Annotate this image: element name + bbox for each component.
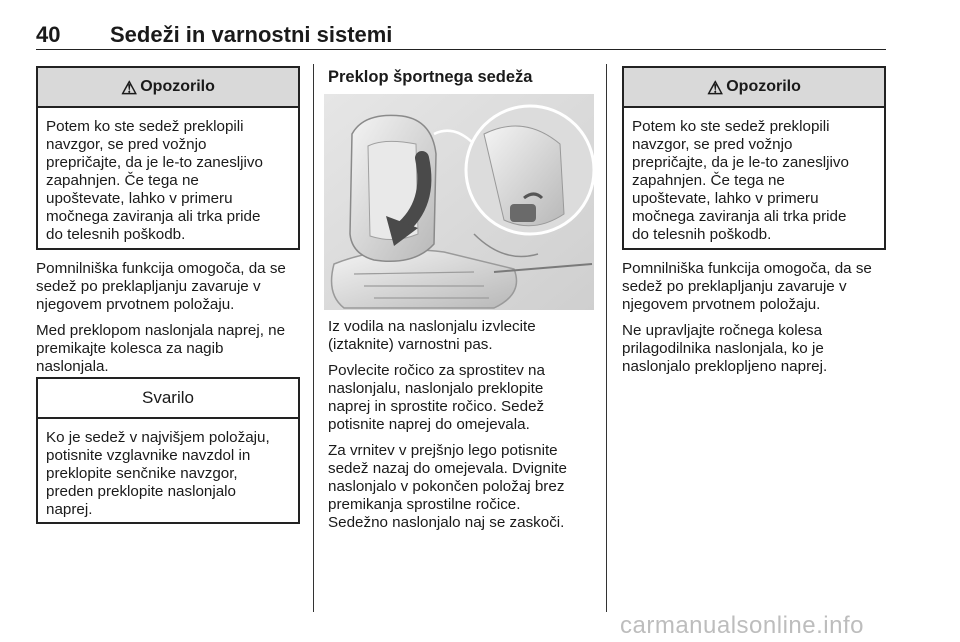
caution-box-body (38, 419, 298, 529)
text-line: prepričajte, da je le-to zanesljivo (632, 154, 849, 171)
text-line: Potem ko ste sedež preklopili (46, 118, 244, 135)
text-line: preden preklopite naslonjalo (46, 483, 236, 500)
paragraph (622, 322, 890, 376)
page-number: 40 (36, 22, 61, 47)
text-line: Iz vodila na naslonjalu izvlecite (328, 318, 536, 335)
warning-heading-label: Opozorilo (726, 78, 801, 95)
seat-fold-illustration (324, 94, 594, 310)
section-title: Preklop športnega sedeža (328, 68, 533, 86)
text-line: Pomnilniška funkcija omogoča, da se (622, 260, 872, 277)
text-line: Pomnilniška funkcija omogoča, da se (36, 260, 286, 277)
col3-text (622, 260, 890, 384)
text-line: upoštevate, lahko v primeru (46, 190, 233, 207)
warning-triangle-icon: ⚠ (121, 77, 138, 98)
text-line: zapahnjen. Če tega ne (46, 172, 199, 189)
text-line: naslonjalo preklopljeno naprej. (622, 358, 828, 375)
warning-triangle-icon: ⚠ (707, 77, 724, 98)
text-line: sedež nazaj do omejevala. Dvignite (328, 460, 567, 477)
text-line: (iztaknite) varnostni pas. (328, 336, 493, 353)
text-line: njegovem prvotnem položaju. (36, 296, 235, 313)
text-line: naslonjalu, naslonjalo preklopite (328, 380, 544, 397)
warning-box-body (624, 108, 884, 254)
warning-box-heading (38, 68, 298, 108)
warning-box-heading (624, 68, 884, 108)
warning-box-col1 (36, 66, 300, 250)
text-line: upoštevate, lahko v primeru (632, 190, 819, 207)
warning-heading-label: Opozorilo (140, 78, 215, 95)
paragraph (622, 260, 890, 314)
text-line: potisnite naprej do omejevala. (328, 416, 530, 433)
text-line: Med preklopom naslonjala naprej, ne (36, 322, 286, 339)
text-line: potisnite vzglavnike navzdol in (46, 447, 251, 464)
text-line: Ne upravljajte ročnega kolesa (622, 322, 823, 339)
release-lever (510, 204, 536, 222)
text-line: naprej in sprostite ročico. Sedež (328, 398, 545, 415)
text-line: naslonjalo v pokončen položaj brez (328, 478, 565, 495)
warning-box-col3 (622, 66, 886, 250)
column-divider-left (313, 64, 314, 612)
text-line: močnega zaviranja ali trka pride (46, 208, 261, 225)
text-line: Povlecite ročico za sprostitev na (328, 362, 545, 379)
header-divider (36, 49, 886, 50)
col1-text (36, 260, 304, 384)
caution-box (36, 377, 300, 524)
paragraph (328, 362, 598, 434)
paragraph (328, 318, 598, 354)
text-line: navzgor, se pred vožnjo (632, 136, 793, 153)
text-line: Sedežno naslonjalo naj se zaskoči. (328, 514, 565, 531)
text-line: do telesnih poškodb. (632, 226, 772, 243)
paragraph (36, 260, 304, 314)
text-line: zapahnjen. Če tega ne (632, 172, 785, 189)
column-divider-right (606, 64, 607, 612)
text-line: naslonjala. (36, 358, 109, 375)
text-line: premikanja sprostilne ročice. (328, 496, 521, 513)
watermark: carmanualsonline.info (620, 612, 864, 639)
text-line: njegovem prvotnem položaju. (622, 296, 821, 313)
text-line: Potem ko ste sedež preklopili (632, 118, 830, 135)
caution-box-heading: Svarilo (38, 379, 298, 419)
text-line: prepričajte, da je le-to zanesljivo (46, 154, 263, 171)
text-line: navzgor, se pred vožnjo (46, 136, 207, 153)
text-line: Za vrnitev v prejšnjo lego potisnite (328, 442, 558, 459)
text-line: sedež po preklapljanju zavaruje v (36, 278, 261, 295)
col2-text (328, 318, 598, 540)
text-line: Ko je sedež v najvišjem položaju, (46, 429, 270, 446)
paragraph (328, 442, 598, 532)
text-line: močnega zaviranja ali trka pride (632, 208, 847, 225)
text-line: prilagodilnika naslonjala, ko je (622, 340, 824, 357)
page-title: Sedeži in varnostni sistemi (110, 22, 393, 47)
text-line: preklopite senčnike navzgor, (46, 465, 238, 482)
warning-box-body (38, 108, 298, 254)
text-line: sedež po preklapljanju zavaruje v (622, 278, 847, 295)
text-line: do telesnih poškodb. (46, 226, 186, 243)
paragraph (36, 322, 304, 376)
page-header (36, 22, 886, 52)
text-line: naprej. (46, 501, 93, 518)
text-line: premikajte kolesca za nagib (36, 340, 224, 357)
